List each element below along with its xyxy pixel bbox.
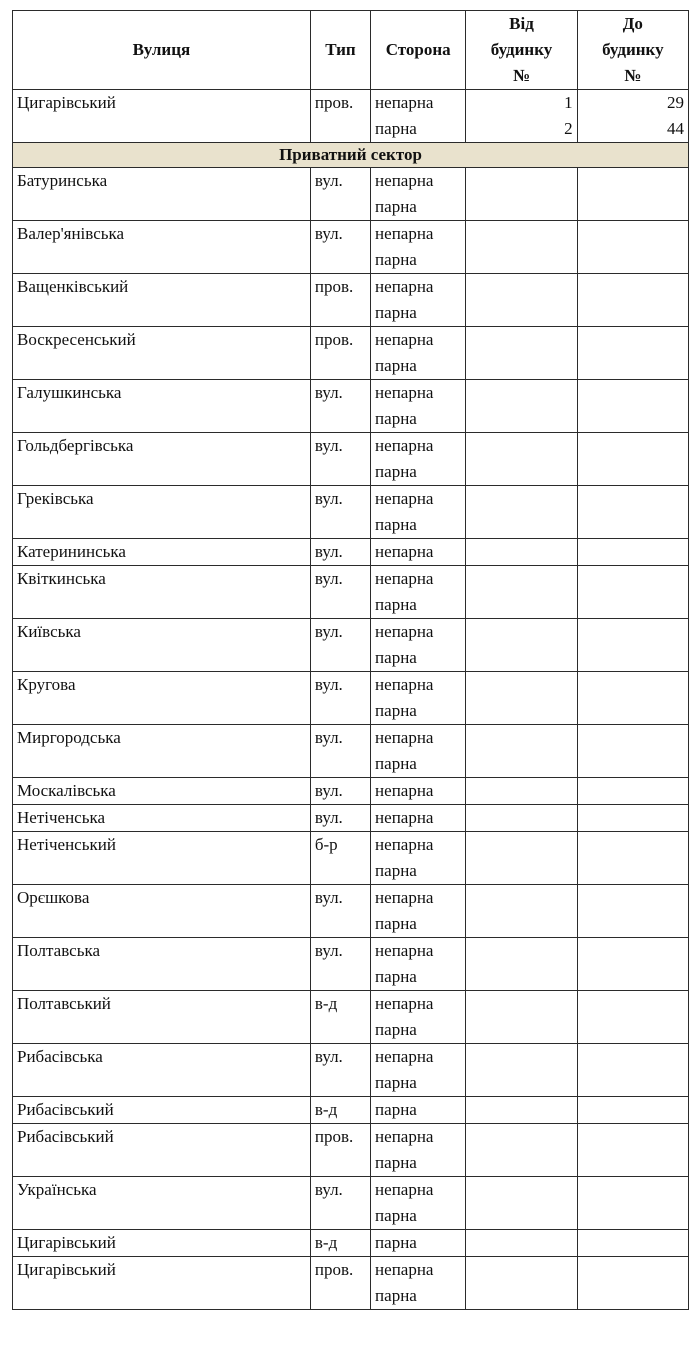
- house-to: [577, 1097, 688, 1124]
- house-from: [466, 832, 577, 885]
- house-to: [577, 221, 688, 274]
- street-side: непарна парна: [371, 1044, 466, 1097]
- street-side: непарна парна: [371, 672, 466, 725]
- house-to: [577, 566, 688, 619]
- street-type: вул.: [310, 380, 370, 433]
- street-side: непарна парна: [371, 380, 466, 433]
- house-to: [577, 274, 688, 327]
- streets-table: [12, 10, 689, 1310]
- house-from: [466, 168, 577, 221]
- street-type: пров.: [310, 274, 370, 327]
- table-row: [13, 168, 689, 221]
- house-to: [577, 433, 688, 486]
- header-street: Вулиця: [13, 11, 311, 90]
- street-name: Москалівська: [13, 778, 311, 805]
- table-row: [13, 327, 689, 380]
- street-name: Рибасівський: [13, 1124, 311, 1177]
- table-row: [13, 433, 689, 486]
- street-side: непарна парна: [371, 832, 466, 885]
- street-side: непарна парна: [371, 433, 466, 486]
- street-type: б-р: [310, 832, 370, 885]
- house-to: [577, 168, 688, 221]
- street-name: Цигарівський: [13, 1257, 311, 1310]
- table-row: [13, 885, 689, 938]
- street-type: вул.: [310, 938, 370, 991]
- header-from: Від будинку №: [466, 11, 577, 90]
- street-side: непарна парна: [371, 619, 466, 672]
- street-name: Катерининська: [13, 539, 311, 566]
- house-to: [577, 539, 688, 566]
- street-name: Полтавський: [13, 991, 311, 1044]
- house-from: [466, 1257, 577, 1310]
- street-side: непарна парна: [371, 725, 466, 778]
- header-to: До будинку №: [577, 11, 688, 90]
- table-row: [13, 1230, 689, 1257]
- street-side: непарна парна: [371, 221, 466, 274]
- house-from: [466, 486, 577, 539]
- house-from: [466, 805, 577, 832]
- street-side: непарна парна: [371, 1124, 466, 1177]
- street-type: вул.: [310, 619, 370, 672]
- street-side: непарна парна: [371, 991, 466, 1044]
- house-from: [466, 991, 577, 1044]
- street-type: вул.: [310, 1044, 370, 1097]
- table-row: [13, 991, 689, 1044]
- header-side: Сторона: [371, 11, 466, 90]
- table-row: [13, 90, 689, 143]
- street-name: Греківська: [13, 486, 311, 539]
- street-side: непарна парна: [371, 885, 466, 938]
- street-name: Валер'янівська: [13, 221, 311, 274]
- street-type: пров.: [310, 1124, 370, 1177]
- street-name: Рибасівський: [13, 1097, 311, 1124]
- street-side: непарна: [371, 778, 466, 805]
- street-side: непарна: [371, 539, 466, 566]
- section-title: Приватний сектор: [13, 143, 689, 168]
- table-row: [13, 221, 689, 274]
- street-name: Українська: [13, 1177, 311, 1230]
- house-to: 29 44: [577, 90, 688, 143]
- table-row: [13, 1257, 689, 1310]
- table-row: [13, 380, 689, 433]
- house-to: [577, 778, 688, 805]
- street-name: Цигарівський: [13, 1230, 311, 1257]
- house-to: [577, 805, 688, 832]
- table-row: [13, 1044, 689, 1097]
- house-to: [577, 380, 688, 433]
- house-from: 1 2: [466, 90, 577, 143]
- table-row: [13, 539, 689, 566]
- street-name: Миргородська: [13, 725, 311, 778]
- header-type: Тип: [310, 11, 370, 90]
- house-from: [466, 221, 577, 274]
- house-to: [577, 885, 688, 938]
- house-to: [577, 619, 688, 672]
- house-to: [577, 1230, 688, 1257]
- table-row: [13, 805, 689, 832]
- street-name: Галушкинська: [13, 380, 311, 433]
- street-type: вул.: [310, 168, 370, 221]
- house-to: [577, 486, 688, 539]
- street-side: непарна парна: [371, 1257, 466, 1310]
- street-type: вул.: [310, 1177, 370, 1230]
- street-type: пров.: [310, 1257, 370, 1310]
- house-to: [577, 832, 688, 885]
- house-to: [577, 1257, 688, 1310]
- street-side: непарна парна: [371, 327, 466, 380]
- table-row: [13, 1097, 689, 1124]
- street-type: в-д: [310, 1230, 370, 1257]
- table-row: [13, 778, 689, 805]
- street-side: непарна парна: [371, 168, 466, 221]
- street-name: Батуринська: [13, 168, 311, 221]
- street-name: Квіткинська: [13, 566, 311, 619]
- table-row: [13, 619, 689, 672]
- street-side: парна: [371, 1230, 466, 1257]
- street-type: вул.: [310, 805, 370, 832]
- house-from: [466, 1177, 577, 1230]
- street-side: непарна парна: [371, 1177, 466, 1230]
- house-from: [466, 778, 577, 805]
- street-name: Орєшкова: [13, 885, 311, 938]
- house-from: [466, 672, 577, 725]
- street-side: непарна: [371, 805, 466, 832]
- table-row: [13, 1177, 689, 1230]
- house-to: [577, 725, 688, 778]
- house-from: [466, 1044, 577, 1097]
- street-type: вул.: [310, 725, 370, 778]
- header-row: [13, 11, 689, 90]
- street-type: в-д: [310, 1097, 370, 1124]
- house-to: [577, 938, 688, 991]
- table-row: [13, 672, 689, 725]
- house-from: [466, 619, 577, 672]
- street-type: пров.: [310, 327, 370, 380]
- street-name: Нетіченська: [13, 805, 311, 832]
- street-name: Цигарівський: [13, 90, 311, 143]
- street-name: Київська: [13, 619, 311, 672]
- house-from: [466, 566, 577, 619]
- table-row: [13, 566, 689, 619]
- street-side: парна: [371, 1097, 466, 1124]
- street-name: Воскресенський: [13, 327, 311, 380]
- house-from: [466, 1124, 577, 1177]
- street-side: непарна парна: [371, 938, 466, 991]
- street-type: вул.: [310, 539, 370, 566]
- house-to: [577, 1044, 688, 1097]
- house-to: [577, 672, 688, 725]
- street-side: непарна парна: [371, 274, 466, 327]
- house-to: [577, 1124, 688, 1177]
- street-side: непарна парна: [371, 90, 466, 143]
- street-name: Рибасівська: [13, 1044, 311, 1097]
- street-side: непарна парна: [371, 486, 466, 539]
- house-from: [466, 380, 577, 433]
- house-from: [466, 725, 577, 778]
- house-from: [466, 274, 577, 327]
- section-row: [13, 143, 689, 168]
- house-to: [577, 1177, 688, 1230]
- table-row: [13, 832, 689, 885]
- street-type: вул.: [310, 672, 370, 725]
- house-from: [466, 539, 577, 566]
- street-name: Ващенківський: [13, 274, 311, 327]
- table-row: [13, 1124, 689, 1177]
- house-from: [466, 327, 577, 380]
- street-type: вул.: [310, 221, 370, 274]
- table-row: [13, 938, 689, 991]
- street-type: вул.: [310, 566, 370, 619]
- street-type: вул.: [310, 885, 370, 938]
- street-name: Кругова: [13, 672, 311, 725]
- street-type: вул.: [310, 778, 370, 805]
- street-type: вул.: [310, 486, 370, 539]
- street-side: непарна парна: [371, 566, 466, 619]
- street-name: Гольдбергівська: [13, 433, 311, 486]
- house-from: [466, 1097, 577, 1124]
- house-from: [466, 1230, 577, 1257]
- street-type: в-д: [310, 991, 370, 1044]
- house-from: [466, 885, 577, 938]
- house-from: [466, 938, 577, 991]
- street-type: пров.: [310, 90, 370, 143]
- house-to: [577, 327, 688, 380]
- house-to: [577, 991, 688, 1044]
- table-row: [13, 486, 689, 539]
- street-name: Нетіченський: [13, 832, 311, 885]
- house-from: [466, 433, 577, 486]
- street-name: Полтавська: [13, 938, 311, 991]
- street-type: вул.: [310, 433, 370, 486]
- table-row: [13, 274, 689, 327]
- table-row: [13, 725, 689, 778]
